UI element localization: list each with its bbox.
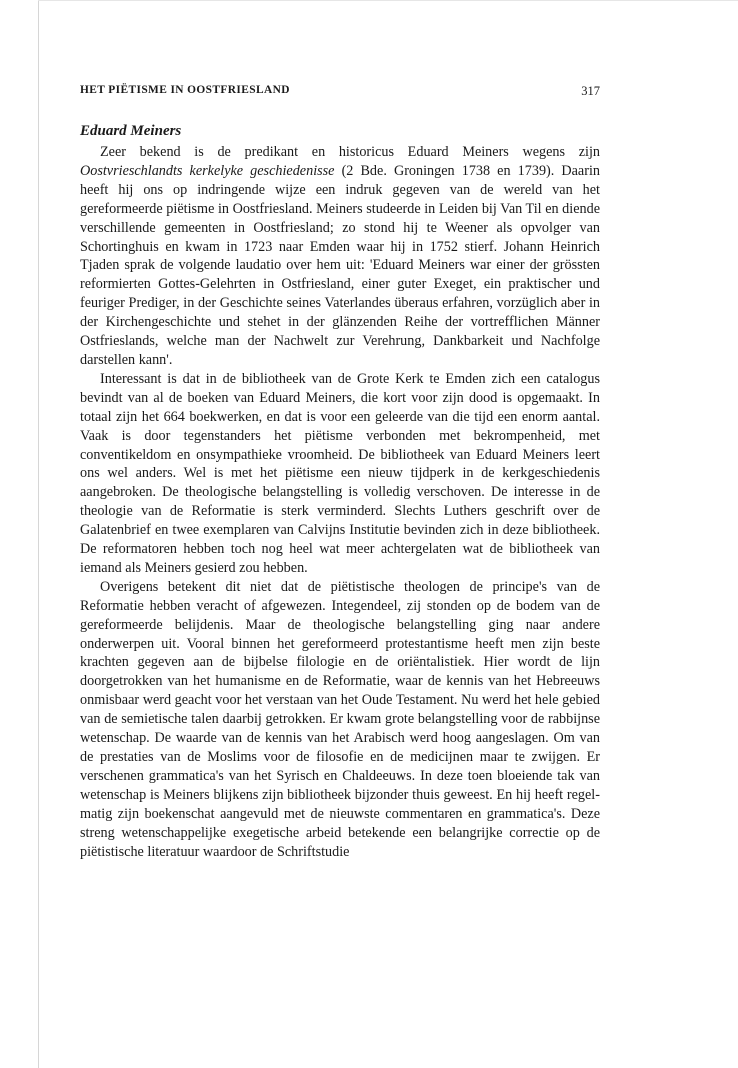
paragraph-1-rest: (2 Bde. Groningen 1738 en 1739). Daarin heeft hij ons op indringende wijze een indruk gegeven van de wereld van het gereformeerde piëtisme in Oostfriesland. Meiners studeerde in Leiden bij Van Til en diende verschillende gemeenten in Oostfriesland; zo stond hij te Weener als opvolger van Schortinghuis en kwam in 1723 naar Emden waar hij in 1752 stierf. Johann Heinrich Tjaden sprak de volgende laudatio over hem uit: 'Eduard Meiners war einer der grössten reformierten Gottes-Gelehrten in Ostfriesland, einer guter Exeget, ein praktischer und feuriger Prediger, in der Geschichte seines Vaterlandes überaus erfahren, vorzüglich aber in der Kirchengeschichte und stehet in der glänzenden Reihe der vortrefflichen Männer Ostfrieslands, welche man der Nachwelt zur Verehrung, Dankbarkeit und Nachfolge darstellen kann'.: [80, 162, 600, 368]
scan-edge-top: [38, 0, 738, 1]
running-title: HET PIËTISME IN OOSTFRIESLAND: [80, 84, 290, 96]
paragraph-1-intro: Zeer bekend is de predikant en historicus Eduard Meiners wegens zijn: [100, 144, 600, 160]
book-title: Oostvrieschlandts kerkelyke geschiedenisse: [80, 162, 335, 179]
body-text: [80, 143, 600, 861]
page-number: 317: [581, 84, 600, 98]
scan-edge-left: [38, 0, 39, 1068]
paragraph-3: Overigens betekent dit niet dat de piëtistische theologen de principe's van de Reformatie hebben veracht of afgewezen. Integendeel, zij stonden op de bodem van de gereformeerde belijdenis. Maar de theologische belangstelling ging naar andere onderwerpen uit. Vooral binnen het gereformeerd protestantisme heeft men zijn beste krachten gegeven aan de bijbelse filologie en de oriëntalistiek. Hier wordt de lijn doorgetrokken van het humanisme en de Reformatie, waar de kennis van het Hebreeuws onmisbaar werd geacht voor het verstaan van het Oude Testament. Nu werd het hele gebied van de semietische talen daarbij getrokken. Er kwam grote belangstelling voor de rabbijnse wetenschap. De waarde van de kennis van het Arabisch werd hoog aangeslagen. Om van de prestaties van de Moslims voor de filosofie en de medicijnen maar te zwijgen. Er verschenen grammatica's van het Syrisch en Chaldeeuws. In deze toen bloeiende tak van wetenschap is Meiners blijkens zijn bibliotheek bijzonder thuis geweest. En hij heeft regelmatig zijn boekenschat aangevuld met de nieuwste commentaren en grammatica's. Deze streng wetenschappelijke exegetische arbeid betekende een belangrijke correctie op de piëtistische literatuur waardoor de Schriftstudie: [80, 578, 600, 860]
running-head: [80, 84, 600, 104]
section-heading: Eduard Meiners: [80, 123, 182, 139]
paragraph-1: [80, 143, 600, 370]
paragraph-2: Interessant is dat in de bibliotheek van de Grote Kerk te Emden zich een catalogus bevindt van al de boeken van Eduard Meiners, die kort voor zijn dood is opgemaakt. In totaal zijn het 664 boekwerken, en dat is voor een geleerde van die tijd een enorm aantal. Vaak is door tegenstanders het piëtisme verbonden met bekrompenheid, met conventikeldom en onsympathieke vroomheid. De bibliotheek van Eduard Meiners leert ons wel anders. Wel is met het piëtisme een nieuw tijdperk in de kerkgeschiedenis aangebroken. De theologische belangstelling is volledig verschoven. De interesse in de theologie van de Reformatie is sterk verminderd. Slechts Luthers geschrift over de Galatenbrief en twee exemplaren van Calvijns Institutie bevinden zich in deze bibliotheek. De reformatoren hebben toch nog heel wat meer achtergelaten wat de bibliotheek van iemand als Meiners gesierd zou hebben.: [80, 370, 600, 576]
book-page: [80, 70, 600, 861]
